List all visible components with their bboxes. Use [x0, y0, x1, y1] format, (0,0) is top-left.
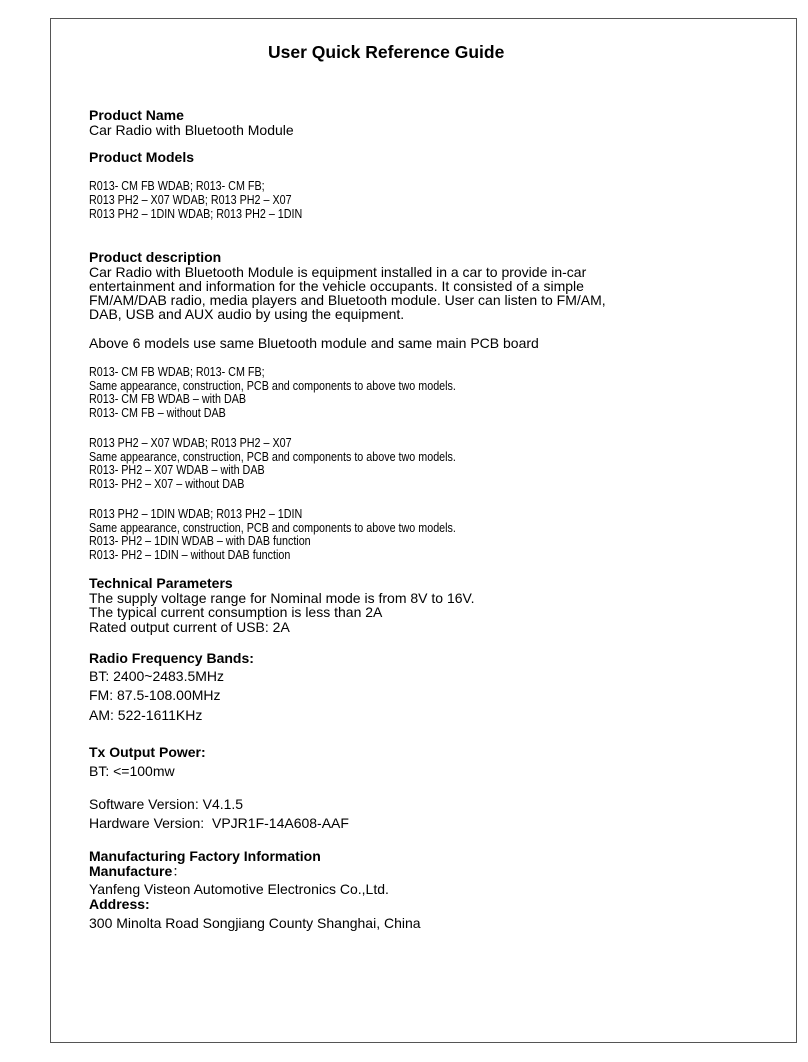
- model-group-line: R013 PH2 – 1DIN WDAB; R013 PH2 – 1DIN: [89, 507, 303, 521]
- model-group-line: R013- CM FB WDAB – with DAB: [89, 392, 247, 406]
- model-group-line: Same appearance, construction, PCB and components to above two models.: [89, 521, 456, 535]
- hardware-version-label: Hardware Version:: [89, 815, 205, 831]
- product-name-value: Car Radio with Bluetooth Module: [89, 122, 294, 138]
- manufacturer-name: Yanfeng Visteon Automotive Electronics Co.,Ltd.: [89, 881, 389, 897]
- product-models-heading: Product Models: [89, 149, 195, 165]
- model-group-line: R013- PH2 – 1DIN – without DAB function: [89, 548, 291, 562]
- product-model-line: R013 PH2 – 1DIN WDAB; R013 PH2 – 1DIN: [89, 207, 303, 221]
- product-model-line: R013- CM FB WDAB; R013- CM FB;: [89, 179, 265, 193]
- frequency-band-line: AM: 522-1611KHz: [89, 707, 203, 723]
- tx-output-power-heading: Tx Output Power:: [89, 744, 206, 760]
- technical-parameter-line: Rated output current of USB: 2A: [89, 619, 290, 635]
- product-description-line: DAB, USB and AUX audio by using the equipment.: [89, 306, 405, 322]
- technical-parameters-heading: Technical Parameters: [89, 575, 233, 591]
- product-description-line: FM/AM/DAB radio, media players and Bluetooth module. User can listen to FM/AM,: [89, 292, 606, 308]
- manufacture-colon: ：: [172, 863, 187, 879]
- technical-parameter-line: The supply voltage range for Nominal mode is from 8V to 16V.: [89, 590, 475, 606]
- model-group-line: R013 PH2 – X07 WDAB; R013 PH2 – X07: [89, 436, 292, 450]
- model-group-line: R013- PH2 – X07 – without DAB: [89, 477, 245, 491]
- product-description-line: Car Radio with Bluetooth Module is equipment installed in a car to provide in-car: [89, 264, 587, 280]
- model-group-line: R013- PH2 – 1DIN WDAB – with DAB function: [89, 534, 311, 548]
- product-description-line: entertainment and information for the vehicle occupants. It consisted of a simple: [89, 278, 584, 294]
- product-model-line: R013 PH2 – X07 WDAB; R013 PH2 – X07: [89, 193, 292, 207]
- frequency-band-line: FM: 87.5-108.00MHz: [89, 687, 221, 703]
- page-title: User Quick Reference Guide: [268, 42, 505, 62]
- radio-frequency-bands-heading: Radio Frequency Bands:: [89, 650, 254, 666]
- hardware-version-value: VPJR1F-14A608-AAF: [212, 815, 349, 831]
- model-group-line: Same appearance, construction, PCB and components to above two models.: [89, 450, 456, 464]
- frequency-band-line: BT: 2400~2483.5MHz: [89, 668, 225, 684]
- manufacture-label-line: [89, 864, 186, 878]
- product-description-note: Above 6 models use same Bluetooth module and same main PCB board: [89, 335, 539, 351]
- manufacturing-heading: Manufacturing Factory Information: [89, 848, 321, 864]
- model-group-line: Same appearance, construction, PCB and components to above two models.: [89, 379, 456, 393]
- address-value: 300 Minolta Road Songjiang County Shanghai, China: [89, 915, 421, 931]
- manufacture-label: Manufacture: [89, 863, 173, 879]
- product-name-heading: Product Name: [89, 107, 184, 123]
- technical-parameter-line: The typical current consumption is less than 2A: [89, 604, 383, 620]
- model-group-line: R013- PH2 – X07 WDAB – with DAB: [89, 463, 265, 477]
- model-group-line: R013- CM FB WDAB; R013- CM FB;: [89, 365, 265, 379]
- model-group-line: R013- CM FB – without DAB: [89, 406, 226, 420]
- product-description-heading: Product description: [89, 249, 222, 265]
- software-version: Software Version: V4.1.5: [89, 796, 244, 812]
- hardware-version: [89, 816, 349, 830]
- tx-output-power-value: BT: <=100mw: [89, 763, 175, 779]
- address-label: Address:: [89, 896, 150, 912]
